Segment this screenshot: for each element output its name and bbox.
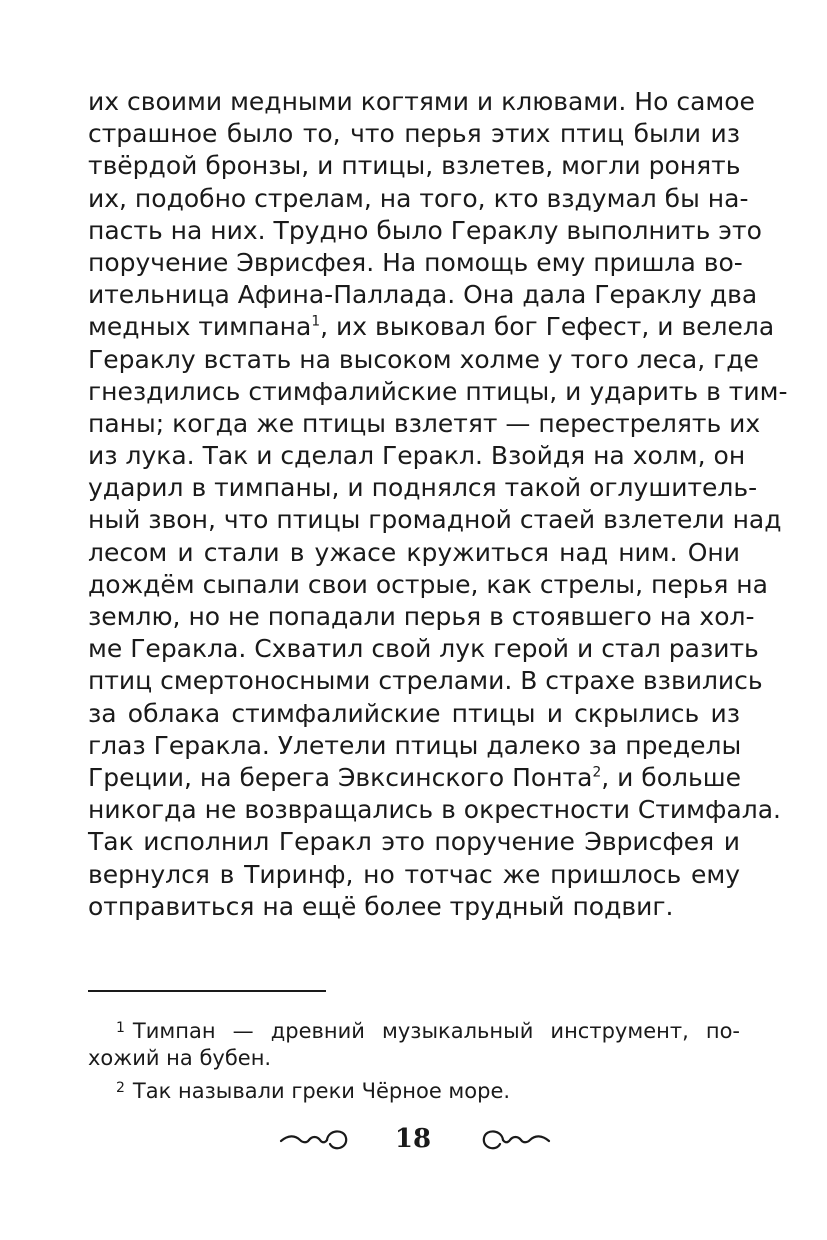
footnote-1-continuation: хожий на бубен. <box>88 1046 272 1070</box>
footnotes <box>88 1013 740 1103</box>
text-segment: , и больше <box>601 762 741 792</box>
text-line: за облака стимфалийские птицы и скрылись из <box>88 698 740 728</box>
footnote-divider <box>88 990 326 992</box>
text-line: пасть на них. Трудно было Гераклу выполнить это <box>88 215 762 245</box>
text-line: паны; когда же птицы взлетят — перестрелять их <box>88 408 761 438</box>
text-line: землю, но не попадали перья в стоявшего на хол- <box>88 602 755 631</box>
text-line: из лука. Так и сделал Геракл. Взойдя на холм, он <box>88 441 746 471</box>
text-segment: , их выковал бог Гефест, и велела <box>320 312 775 342</box>
text-line: поручение Эврисфея. На помощь ему пришла во- <box>88 247 743 277</box>
text-line: ме Геракла. Схватил свой лук герой и стал разить <box>88 634 759 664</box>
flourish-right-icon <box>478 1124 552 1156</box>
text-line: их, подобно стрелам, на того, кто вздумал бы на- <box>88 183 749 213</box>
footnote-text: Тимпан — древний музыкальный инструмент, по- <box>132 1019 740 1043</box>
text-line: гнездились стимфалийские птицы, и ударить в тим- <box>88 376 788 406</box>
text-line: Гераклу встать на высоком холме у того леса, где <box>88 344 759 374</box>
footnote-mark: 1 <box>116 1020 125 1036</box>
text-line: ный звон, что птицы громадной стаей взлетели над <box>88 505 782 535</box>
page-number: 18 <box>394 1124 432 1154</box>
footnote-1 <box>88 1013 740 1043</box>
footnote-text: Так называли греки Чёрное море. <box>132 1079 511 1103</box>
text-line: твёрдой бронзы, и птицы, взлетев, могли ронять <box>88 151 741 181</box>
footnote-ref-2: 2 <box>592 764 602 781</box>
text-line-with-footnote <box>88 762 740 794</box>
text-line: их своими медными когтями и клювами. Но самое <box>88 87 755 116</box>
text-line: страшное было то, что перья этих птиц были из <box>88 119 740 149</box>
text-line: ительница Афина-Паллада. Она дала Гераклу два <box>88 280 758 310</box>
text-segment: Греции, на берега Эвксинского Понта <box>88 762 593 792</box>
text-line: никогда не возвращались в окрестности Стимфала. <box>88 795 781 825</box>
main-text <box>88 86 788 923</box>
text-line: дождём сыпали свои острые, как стрелы, перья на <box>88 569 768 599</box>
footnote-ref-1: 1 <box>311 313 321 330</box>
text-line: вернулся в Тиринф, но тотчас же пришлось ему <box>88 859 740 889</box>
text-line-with-footnote <box>88 311 775 343</box>
text-line: Так исполнил Геракл это поручение Эврисфея и <box>88 827 740 857</box>
text-line: глаз Геракла. Улетели птицы далеко за пределы <box>88 730 742 760</box>
text-line: ударил в тимпаны, и поднялся такой оглушитель- <box>88 473 758 503</box>
text-line: отправиться на ещё более трудный подвиг. <box>88 891 674 921</box>
text-line: птиц смертоносными стрелами. В страхе взвились <box>88 666 763 696</box>
footnote-mark: 2 <box>116 1080 125 1096</box>
footnote-2 <box>88 1073 740 1103</box>
text-line: лесом и стали в ужасе кружиться над ним. Они <box>88 537 740 567</box>
flourish-left-icon <box>278 1124 352 1156</box>
text-segment: медных тимпана <box>88 312 312 342</box>
page-footer <box>0 1118 827 1162</box>
